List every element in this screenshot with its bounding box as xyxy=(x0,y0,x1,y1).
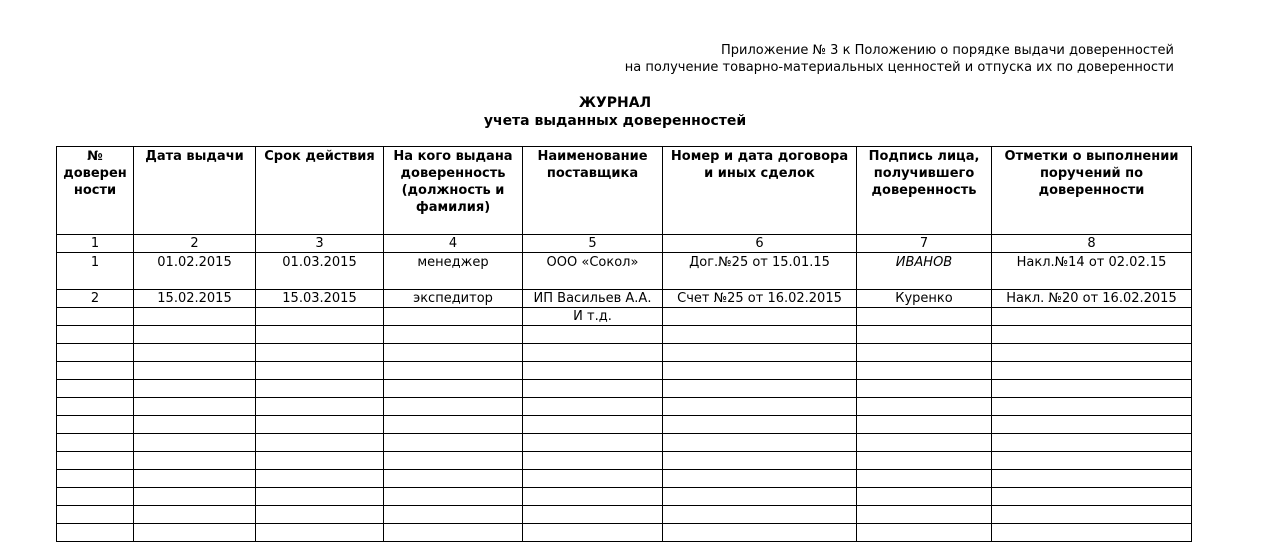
table-cell xyxy=(134,308,256,326)
table-cell: И т.д. xyxy=(523,308,663,326)
empty-row xyxy=(57,380,1192,398)
empty-row xyxy=(57,506,1192,524)
column-header: № доверен ности xyxy=(57,147,134,235)
table-cell: Накл.№14 от 02.02.15 xyxy=(992,253,1192,290)
table-cell: менеджер xyxy=(384,253,523,290)
empty-row xyxy=(57,452,1192,470)
table-cell: 01.03.2015 xyxy=(256,253,384,290)
table-cell: Дог.№25 от 15.01.15 xyxy=(663,253,857,290)
column-number: 5 xyxy=(523,235,663,253)
table-cell xyxy=(992,308,1192,326)
table-cell xyxy=(57,308,134,326)
empty-row xyxy=(57,416,1192,434)
table-row xyxy=(57,290,1192,308)
column-header: Наименование поставщика xyxy=(523,147,663,235)
appendix-note-line-1: Приложение № 3 к Положению о порядке выдачи доверенностей xyxy=(721,43,1174,58)
signature-cell: Куренко xyxy=(857,290,992,308)
table-row xyxy=(57,308,1192,326)
table-cell: ООО «Сокол» xyxy=(523,253,663,290)
column-header: Подпись лица, получившего доверенность xyxy=(857,147,992,235)
column-header: Отметки о выполнении поручений по доверенности xyxy=(992,147,1192,235)
header-row xyxy=(57,147,1192,235)
document-title xyxy=(430,94,800,130)
table-cell xyxy=(663,308,857,326)
appendix-note xyxy=(625,42,1174,76)
column-header: Срок действия xyxy=(256,147,384,235)
empty-row xyxy=(57,398,1192,416)
table-cell: ИП Васильев А.А. xyxy=(523,290,663,308)
table-cell: 15.02.2015 xyxy=(134,290,256,308)
empty-row xyxy=(57,434,1192,452)
column-number: 7 xyxy=(857,235,992,253)
table-cell: экспедитор xyxy=(384,290,523,308)
empty-row xyxy=(57,470,1192,488)
column-number: 6 xyxy=(663,235,857,253)
column-header: Номер и дата договора и иных сделок xyxy=(663,147,857,235)
table-cell: Счет №25 от 16.02.2015 xyxy=(663,290,857,308)
column-header: На кого выдана доверенность (должность и фамилия) xyxy=(384,147,523,235)
table-cell xyxy=(857,308,992,326)
table-row xyxy=(57,253,1192,290)
empty-row xyxy=(57,344,1192,362)
column-header: Дата выдачи xyxy=(134,147,256,235)
journal-table xyxy=(56,146,1192,542)
empty-row xyxy=(57,488,1192,506)
table-cell: 1 xyxy=(57,253,134,290)
column-number: 1 xyxy=(57,235,134,253)
column-number: 4 xyxy=(384,235,523,253)
title-line-1: ЖУРНАЛ xyxy=(578,95,652,111)
table-cell xyxy=(256,308,384,326)
column-number-row xyxy=(57,235,1192,253)
column-number: 2 xyxy=(134,235,256,253)
column-number: 3 xyxy=(256,235,384,253)
empty-row xyxy=(57,362,1192,380)
table-cell: 2 xyxy=(57,290,134,308)
table-cell: 01.02.2015 xyxy=(134,253,256,290)
table-cell xyxy=(384,308,523,326)
appendix-note-line-2: на получение товарно-материальных ценностей и отпуска их по доверенности xyxy=(624,60,1174,75)
empty-row xyxy=(57,326,1192,344)
table-cell: Накл. №20 от 16.02.2015 xyxy=(992,290,1192,308)
column-number: 8 xyxy=(992,235,1192,253)
table-cell: 15.03.2015 xyxy=(256,290,384,308)
empty-row xyxy=(57,524,1192,542)
title-line-2: учета выданных доверенностей xyxy=(483,113,747,129)
signature-cell: ИВАНОВ xyxy=(857,253,992,290)
